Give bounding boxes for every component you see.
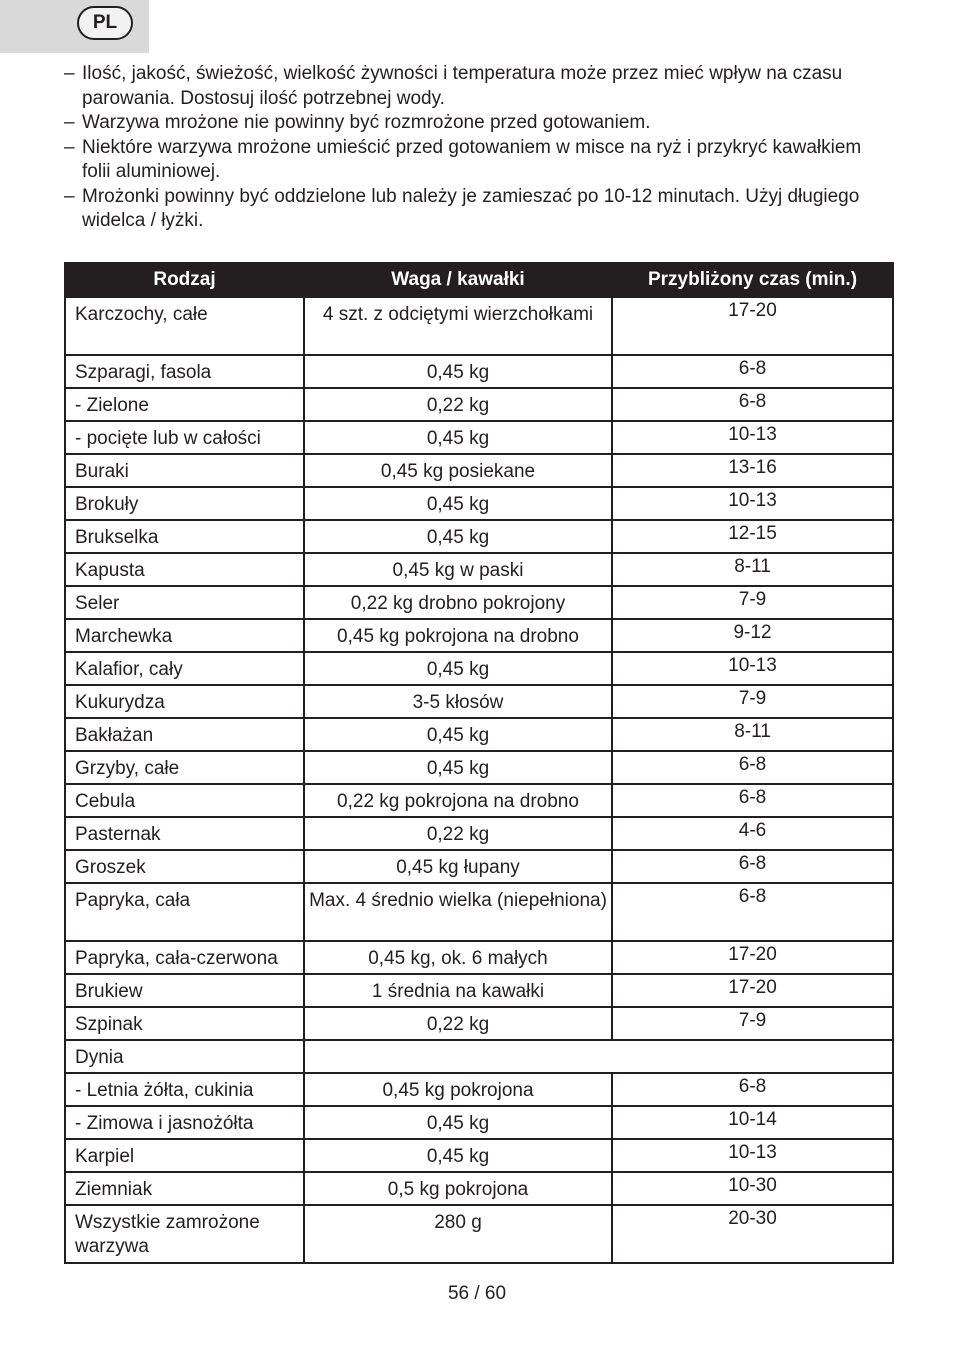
time-cell: 8-11	[612, 553, 893, 586]
time-cell: 12-15	[612, 520, 893, 553]
time-cell: 10-13	[612, 421, 893, 454]
time-cell: 7-9	[612, 685, 893, 718]
merged-empty-cell	[304, 1040, 893, 1073]
steaming-times-table	[64, 262, 894, 1264]
weight-cell: 0,45 kg	[304, 1106, 612, 1139]
weight-cell: 0,45 kg pokrojona na drobno	[304, 619, 612, 652]
vegetable-name-cell: Marchewka	[65, 619, 304, 652]
weight-cell: 0,45 kg	[304, 355, 612, 388]
table-row	[65, 388, 893, 421]
table-row	[65, 1007, 893, 1040]
table-row	[65, 1139, 893, 1172]
table-body	[65, 297, 893, 1263]
table-row	[65, 850, 893, 883]
cooking-notes-list	[64, 62, 884, 234]
vegetable-name-cell: Buraki	[65, 454, 304, 487]
table-row	[65, 652, 893, 685]
note-text: Niektóre warzywa mrożone umieścić przed gotowaniem w misce na ryż i przykryć kawałkiem folii aluminiowej.	[82, 136, 862, 182]
table-row	[65, 520, 893, 553]
table-row	[65, 586, 893, 619]
vegetable-name-cell: Papryka, cała	[65, 883, 304, 941]
weight-cell: 0,22 kg	[304, 1007, 612, 1040]
table-row	[65, 685, 893, 718]
weight-cell: 0,45 kg	[304, 718, 612, 751]
page-number: 56 / 60	[447, 1283, 507, 1304]
note-item	[64, 185, 884, 234]
note-text: Ilość, jakość, świeżość, wielkość żywności i temperatura może przez mieć wpływ na czasu parowania. Dostosuj ilość potrzebnej wody.	[82, 63, 843, 109]
time-cell: 6-8	[612, 388, 893, 421]
note-text: Mrożonki powinny być oddzielone lub należy je zamieszać po 10-12 minutach. Użyj długiego widelca / łyżki.	[82, 185, 860, 231]
time-cell: 8-11	[612, 718, 893, 751]
vegetable-name-cell: Papryka, cała-czerwona	[65, 941, 304, 974]
vegetable-name-cell: Brukselka	[65, 520, 304, 553]
weight-cell: 0,45 kg	[304, 487, 612, 520]
table-row	[65, 487, 893, 520]
time-cell: 6-8	[612, 355, 893, 388]
time-cell: 7-9	[612, 1007, 893, 1040]
table-row	[65, 941, 893, 974]
table-row	[65, 1172, 893, 1205]
table-header-row	[65, 263, 893, 297]
note-dash: –	[64, 63, 75, 84]
time-cell: 10-13	[612, 487, 893, 520]
column-header-time: Przybliżony czas (min.)	[612, 263, 893, 297]
time-cell: 6-8	[612, 1073, 893, 1106]
table-row	[65, 1040, 893, 1073]
weight-cell: 0,45 kg	[304, 652, 612, 685]
vegetable-name-cell: Wszystkie zamrożone warzywa	[65, 1205, 304, 1263]
time-cell: 17-20	[612, 941, 893, 974]
table-row	[65, 297, 893, 355]
weight-cell: 0,22 kg drobno pokrojony	[304, 586, 612, 619]
time-cell: 10-13	[612, 652, 893, 685]
table-row	[65, 1106, 893, 1139]
vegetable-name-cell: Brokuły	[65, 487, 304, 520]
weight-cell: 0,45 kg, ok. 6 małych	[304, 941, 612, 974]
time-cell: 6-8	[612, 883, 893, 941]
time-cell: 9-12	[612, 619, 893, 652]
weight-cell: 0,45 kg	[304, 751, 612, 784]
time-cell: 6-8	[612, 784, 893, 817]
note-item	[64, 62, 884, 111]
table-row	[65, 355, 893, 388]
weight-cell: 4 szt. z odciętymi wierzchołkami	[304, 297, 612, 355]
language-tab	[0, 0, 149, 53]
vegetable-name-cell: Pasternak	[65, 817, 304, 850]
vegetable-name-cell: Szparagi, fasola	[65, 355, 304, 388]
vegetable-name-cell: Szpinak	[65, 1007, 304, 1040]
vegetable-name-cell: Dynia	[65, 1040, 304, 1073]
weight-cell: 1 średnia na kawałki	[304, 974, 612, 1007]
table-row	[65, 619, 893, 652]
time-cell: 13-16	[612, 454, 893, 487]
time-cell: 17-20	[612, 297, 893, 355]
note-item	[64, 136, 884, 185]
time-cell: 20-30	[612, 1205, 893, 1263]
vegetable-name-cell: Kalafior, cały	[65, 652, 304, 685]
weight-cell: 0,45 kg pokrojona	[304, 1073, 612, 1106]
table-row	[65, 751, 893, 784]
weight-cell: Max. 4 średnio wielka (niepełniona)	[304, 883, 612, 941]
vegetable-name-cell: Kapusta	[65, 553, 304, 586]
note-text: Warzywa mrożone nie powinny być rozmrożone przed gotowaniem.	[82, 112, 651, 133]
weight-cell: 0,5 kg pokrojona	[304, 1172, 612, 1205]
weight-cell: 0,45 kg	[304, 1139, 612, 1172]
note-dash: –	[64, 136, 75, 158]
time-cell: 10-14	[612, 1106, 893, 1139]
vegetable-name-cell: - Letnia żółta, cukinia	[65, 1073, 304, 1106]
column-header-weight: Waga / kawałki	[304, 263, 612, 297]
table-row	[65, 883, 893, 941]
vegetable-name-cell: - Zielone	[65, 388, 304, 421]
time-cell: 4-6	[612, 817, 893, 850]
time-cell: 10-13	[612, 1139, 893, 1172]
weight-cell: 0,22 kg pokrojona na drobno	[304, 784, 612, 817]
time-cell: 6-8	[612, 850, 893, 883]
table-row	[65, 1073, 893, 1106]
note-dash: –	[64, 112, 75, 133]
table-row	[65, 974, 893, 1007]
column-header-type: Rodzaj	[65, 263, 304, 297]
weight-cell: 280 g	[304, 1205, 612, 1263]
time-cell: 7-9	[612, 586, 893, 619]
weight-cell: 0,45 kg w paski	[304, 553, 612, 586]
weight-cell: 0,45 kg łupany	[304, 850, 612, 883]
vegetable-name-cell: Groszek	[65, 850, 304, 883]
table-row	[65, 421, 893, 454]
vegetable-name-cell: Ziemniak	[65, 1172, 304, 1205]
table-row	[65, 817, 893, 850]
vegetable-name-cell: Grzyby, całe	[65, 751, 304, 784]
vegetable-name-cell: - pocięte lub w całości	[65, 421, 304, 454]
vegetable-name-cell: Kukurydza	[65, 685, 304, 718]
weight-cell: 0,45 kg	[304, 421, 612, 454]
note-dash: –	[64, 185, 75, 207]
note-item	[64, 111, 884, 136]
vegetable-name-cell: Bakłażan	[65, 718, 304, 751]
time-cell: 10-30	[612, 1172, 893, 1205]
weight-cell: 0,22 kg	[304, 817, 612, 850]
weight-cell: 0,45 kg posiekane	[304, 454, 612, 487]
vegetable-name-cell: Karczochy, całe	[65, 297, 304, 355]
vegetable-name-cell: Seler	[65, 586, 304, 619]
weight-cell: 3-5 kłosów	[304, 685, 612, 718]
vegetable-name-cell: - Zimowa i jasnożółta	[65, 1106, 304, 1139]
table-row	[65, 553, 893, 586]
weight-cell: 0,45 kg	[304, 520, 612, 553]
vegetable-name-cell: Karpiel	[65, 1139, 304, 1172]
vegetable-name-cell: Cebula	[65, 784, 304, 817]
table-row	[65, 718, 893, 751]
weight-cell: 0,22 kg	[304, 388, 612, 421]
table-row	[65, 1205, 893, 1263]
time-cell: 17-20	[612, 974, 893, 1007]
vegetable-name-cell: Brukiew	[65, 974, 304, 1007]
time-cell: 6-8	[612, 751, 893, 784]
table-row	[65, 454, 893, 487]
table-row	[65, 784, 893, 817]
language-badge: PL	[77, 6, 133, 40]
